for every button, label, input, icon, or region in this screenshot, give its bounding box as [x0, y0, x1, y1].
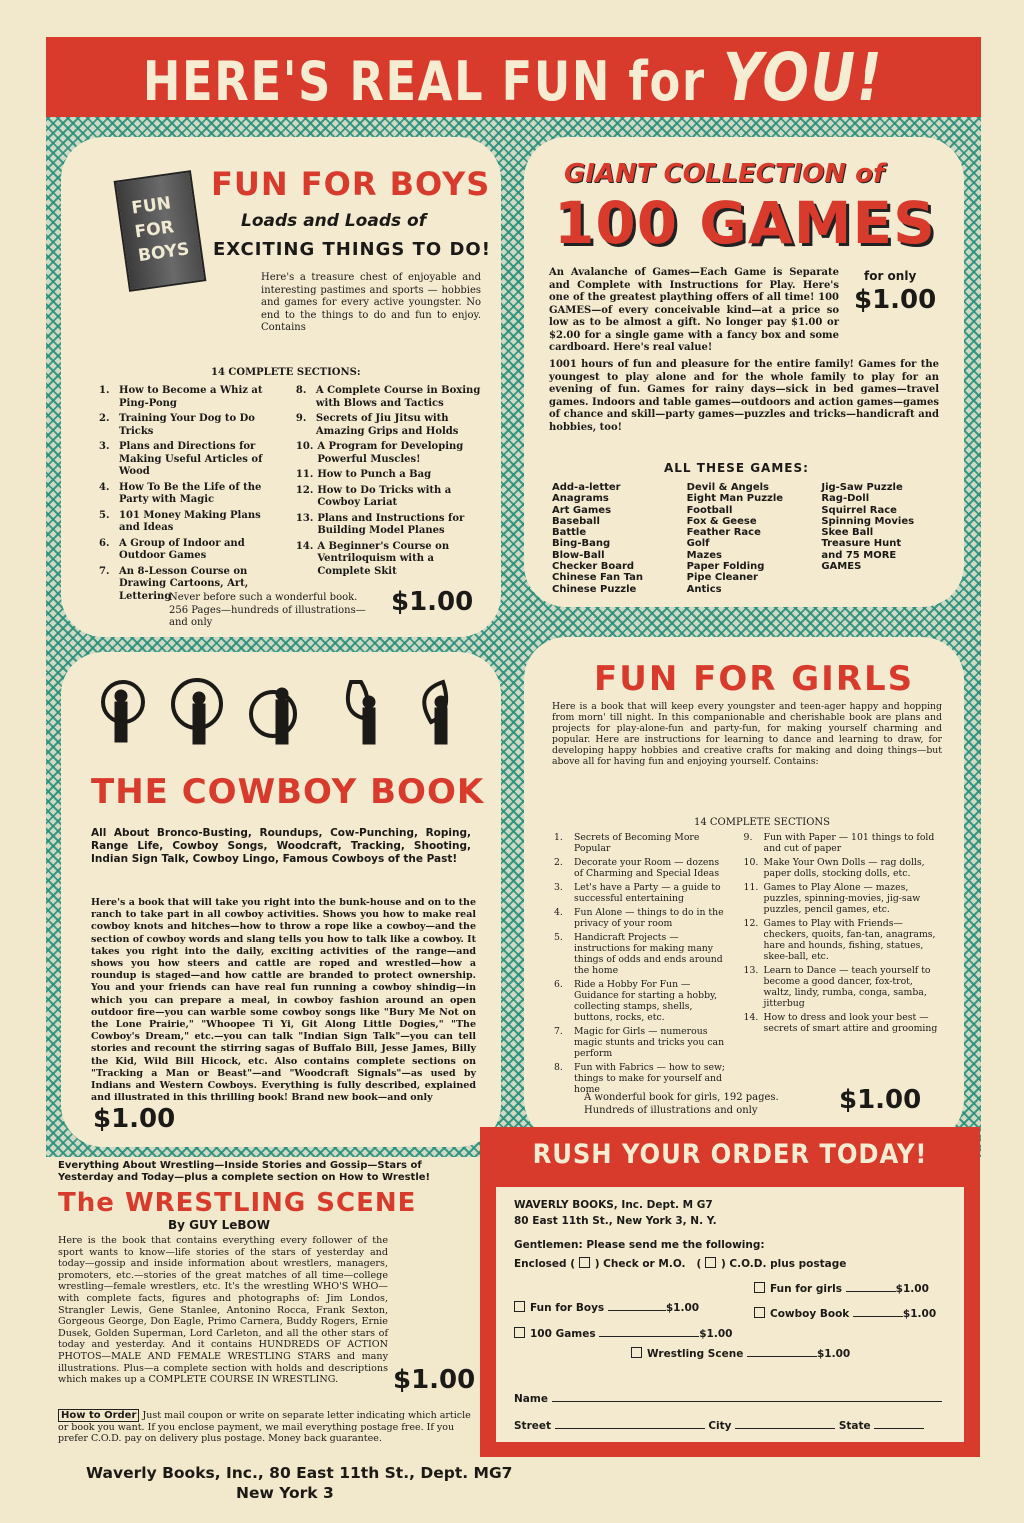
game-name: Mazes: [686, 549, 722, 561]
fun-girls-sections-label: 14 COMPLETE SECTIONS: [694, 817, 831, 828]
fun-boys-closing: Never before such a wonderful book. 256 Pages—hundreds of illustrations—and only: [169, 592, 366, 628]
cowboy-price: $1.00: [93, 1104, 176, 1134]
fun-boys-title: FUN FOR BOYS: [211, 165, 491, 203]
fun-for-boys-panel: [61, 137, 501, 637]
fun-girls-section-item: 4. Fun Alone — things to do in the privacy of your room: [554, 907, 724, 929]
cowboy-roping-illustration: [101, 672, 481, 752]
game-name: Add-a-letter: [552, 482, 621, 493]
game-name: Antics: [686, 583, 722, 595]
cod-checkbox[interactable]: [705, 1257, 716, 1268]
games-for-only: for only: [864, 269, 917, 283]
fun-girls-section-item: 14. How to dress and look your best — secrets of smart attire and grooming: [743, 1012, 938, 1034]
games-price: $1.00: [854, 285, 937, 315]
order-form: [496, 1187, 964, 1442]
fun-boys-section-item: 1. How to Become a Whiz at Ping-Pong: [99, 385, 263, 409]
fun-boys-list-left: [99, 385, 282, 606]
game-name: Pipe Cleaner: [686, 572, 758, 584]
order-name-field[interactable]: Name: [514, 1392, 942, 1405]
games-body: 1001 hours of fun and pleasure for the entire family! Games for the youngest to play alone and for the whole family to play for an evening of fun. Games for rainy days—sick in bed games—travel games. Indoors and table games—outdoors and action games—games of chance and skill—party games—puzzles and tricks—handicraft and hobbies, too!: [549, 359, 939, 433]
fun-boys-section-item: 11. How to Punch a Bag: [295, 469, 432, 480]
fun-girls-closing: A wonderful book for girls, 192 pages. Hundreds of illustrations and only: [584, 1092, 779, 1116]
games-list: [552, 482, 942, 595]
fun-girls-section-item: 10. Make Your Own Dolls — rag dolls, paper dolls, stocking dolls, etc.: [743, 857, 925, 879]
game-name: Baseball: [552, 515, 600, 527]
fun-boys-intro: Here's a treasure chest of enjoyable and interesting pastimes and sports — hobbies and games for every active youngster. No end to the things to do and fun to enjoy. Contains: [261, 272, 481, 333]
fun-boys-price: $1.00: [391, 587, 474, 617]
fun-girls-section-item: 5. Handicraft Projects — instructions for making many things of odds and ends around the home: [554, 932, 723, 976]
fun-girls-section-item: 7. Magic for Girls — numerous magic stunts and tricks you can perform: [554, 1026, 725, 1059]
cowboy-body: Here's a book that will take you right into the bunk-house and on to the ranch to take part in all cowboy activities. Shows you how to make real cowboy knots and hitches—how to throw a rope like a cowboy—and the section of cowboy words and slang tells you how to talk like a cowboy. It takes you right into the daily, exciting activities of the range—and shows you how steers and cattle are roped and wrestled—how a roundup is staged—and how cattle are branded to protect ownership. You and your friends can have real fun running a cowboy shindig—in which you can prepare a meal, in cowboy fashion around an open outdoor fire—you can warble some cowboy songs like "Bury Me Not on the Lone Prairie," "Whoopee Ti Yi, Git Along Little Dogies," "The Cowboy's Dream," etc.—you can talk "Indian Sign Talk"—you can tell stories and recount the stirring sagas of Buffalo Bill, Jesse James, Billy the Kid, Wild Bill Hicock, etc. Also contains complete sections on "Tracking a Man or Beast"—and "Woodcraft Signals"—as used by Indians and Western Cowboys. Everything is fully described, explained and illustrated in this thrilling book! Brand new book—and only: [91, 897, 476, 1104]
fun-for-girls-panel: [524, 637, 964, 1142]
fun-boys-sections: [99, 385, 489, 606]
fun-boys-section-item: 4. How To Be the Life of the Party with Magic: [99, 481, 262, 505]
games-col-2: [687, 482, 808, 595]
game-name: Treasure Hunt: [821, 538, 902, 550]
order-item-fun-boys[interactable]: Fun for Boys $1.00: [514, 1301, 699, 1314]
wrestling-author: By GUY LeBOW: [168, 1218, 270, 1232]
fun-girls-section-item: 2. Decorate your Room — dozens of Charming and Special Ideas: [554, 857, 720, 879]
how-to-order-label: How to Order: [58, 1409, 139, 1422]
games-intro: An Avalanche of Games—Each Game is Separate and Complete with Instructions for Play. Here's one of the greatest plaything offers of all time! 100 GAMES—of every conceivable kind—at a price so low as to be almost a gift. No longer pay $1.00 or $2.00 for a single game with a fancy box and some cardboard. Here's real value!: [549, 267, 839, 353]
wrestling-lead: Everything About Wrestling—Inside Stories and Gossip—Stars of Yesterday and Today—plus a complete section on How to Wrestle!: [58, 1160, 431, 1183]
publisher-footer: [86, 1463, 512, 1503]
games-list-title: ALL THESE GAMES:: [664, 461, 809, 475]
fun-boys-section-item: 9. Secrets of Jiu Jitsu with Amazing Grips and Holds: [295, 413, 459, 437]
order-item-cowboy[interactable]: Cowboy Book $1.00: [754, 1307, 936, 1320]
cowboy-lead: All About Bronco-Busting, Roundups, Cow-Punching, Roping, Range Life, Cowboy Songs, Woodcraft, Tracking, Shooting, Indian Sign Talk, Cowboy Lingo, Famous Cowboys of the Past!: [91, 827, 471, 865]
fun-boys-section-item: 13. Plans and Instructions for Building Model Planes: [295, 512, 465, 536]
fun-girls-section-item: 13. Learn to Dance — teach yourself to become a good dancer, fox-trot, waltz, lindy, rumba, conga, samba, jitterbug: [743, 965, 931, 1009]
footer-line-2: New York 3: [236, 1484, 334, 1502]
game-name: Blow-Ball: [552, 549, 605, 561]
game-name: Paper Folding: [686, 561, 765, 573]
game-name: Rag-Doll: [821, 493, 870, 505]
cowboy-panel: [61, 652, 501, 1147]
fun-girls-price: $1.00: [839, 1085, 922, 1115]
game-name: Anagrams: [552, 493, 609, 505]
book-cover-image: FUN FOR BOYS: [114, 170, 207, 292]
game-name: Checker Board: [552, 561, 635, 573]
fun-boys-list-right: [296, 385, 489, 606]
fun-girls-section-item: 8. Fun with Fabrics — how to sew; things to make for yourself and home: [554, 1062, 726, 1095]
game-name: Chinese Puzzle: [552, 583, 637, 595]
fun-girls-list-right: [744, 832, 942, 1098]
fun-girls-section-item: 12. Games to Play with Friends—checkers, quoits, fan-tan, anagrams, hare and hounds, fishing, statues, skee-ball, etc.: [743, 918, 936, 962]
game-name: Chinese Fan Tan: [552, 572, 643, 584]
games-col-3: [821, 482, 942, 595]
order-coupon: [480, 1127, 980, 1457]
wrestling-body: Here is the book that contains everything every follower of the sport wants to know—life stories of the stars of yesterday and today—gossip and inside information about wrestlers, managers, promoters, etc.—stories of the great matches of all time—college wrestling—female wrestlers, etc. It's the wrestling WHO'S WHO—with complete facts, figures and photographs of: Jim Londos, Strangler Lewis, Gene Stanlee, Antonino Rocca, Frank Sexton, Gorgeous George, Don Eagle, Primo Carnera, Buddy Rogers, Ernie Dusek, Golden Superman, Lord Carleton, and all the other stars of today and yesterday. And it contains HUNDREDS OF ACTION PHOTOS—MALE AND FEMALE WRESTLING STARS and many illustrations. Plus—a complete section with holds and descriptions which makes up a COMPLETE COURSE IN WRESTLING.: [58, 1235, 388, 1386]
fun-boys-section-item: 8. A Complete Course in Boxing with Blows and Tactics: [295, 385, 481, 409]
mesh-background: [46, 117, 981, 1157]
game-name: and 75 MORE: [821, 549, 897, 561]
fun-girls-list-left: [554, 832, 730, 1098]
fun-girls-section-item: 6. Ride a Hobby For Fun — Guidance for starting a hobby, collecting stamps, shells, buttons, rocks, etc.: [554, 979, 718, 1023]
fun-boys-section-item: 12. How to Do Tricks with a Cowboy Lariat: [295, 484, 452, 508]
fun-boys-section-item: 7. An 8-Lesson Course on Drawing Cartoons, Art, Lettering: [99, 565, 249, 602]
order-item-games[interactable]: 100 Games $1.00: [514, 1327, 732, 1340]
game-name: GAMES: [821, 561, 862, 573]
game-name: Squirrel Race: [821, 504, 897, 516]
games-col-1: [552, 482, 673, 595]
game-name: Fox & Geese: [686, 515, 757, 527]
fun-boys-section-item: 5. 101 Money Making Plans and Ideas: [99, 509, 261, 533]
headline-banner: [46, 37, 981, 117]
fun-boys-sections-label: 14 COMPLETE SECTIONS:: [211, 367, 361, 378]
order-company: WAVERLY BOOKS, Inc. Dept. M G7: [514, 1199, 713, 1211]
fun-boys-section-item: 3. Plans and Directions for Making Useful Articles of Wood: [99, 441, 263, 477]
how-to-order-text: Just mail coupon or write on separate letter indicating which article or book you want. If you enclose payment, we mail everything postage free. If you prefer C.O.D. pay on delivery plus postage. Money back guarantee.: [58, 1410, 471, 1444]
games-title-main: 100 GAMES: [554, 189, 936, 257]
fun-boys-section-item: 10. A Program for Developing Powerful Muscles!: [295, 441, 464, 465]
order-payment-row: Enclosed ( ) Check or M.O. ( ) C.O.D. plus postage: [514, 1258, 847, 1270]
fun-boys-sub1: Loads and Loads of: [241, 211, 427, 231]
order-gentlemen: Gentlemen: Please send me the following:: [514, 1239, 765, 1251]
game-name: Eight Man Puzzle: [686, 493, 784, 505]
order-address-fields[interactable]: Street City State: [514, 1419, 924, 1432]
fun-boys-sub2: EXCITING THINGS TO DO!: [213, 239, 491, 260]
game-name: Football: [686, 504, 733, 516]
fun-girls-section-item: 3. Let's have a Party — a guide to successful entertaining: [554, 882, 721, 904]
cowboy-title: THE COWBOY BOOK: [91, 772, 485, 812]
wrestling-price: $1.00: [393, 1365, 476, 1395]
fun-girls-title: FUN FOR GIRLS: [594, 659, 915, 699]
headline: HERE'S REAL FUN for YOU!: [143, 38, 884, 116]
game-name: Jig-Saw Puzzle: [821, 482, 903, 493]
game-name: Skee Ball: [821, 527, 874, 539]
game-name: Art Games: [552, 504, 612, 516]
footer-line-1: Waverly Books, Inc., 80 East 11th St., Dept. MG7: [86, 1464, 513, 1482]
games-title-top: GIANT COLLECTION of: [564, 159, 885, 189]
games-panel: [524, 137, 964, 607]
order-item-wrestling[interactable]: Wrestling Scene $1.00: [631, 1347, 850, 1360]
game-name: Battle: [552, 527, 587, 539]
fun-girls-section-item: 11. Games to Play Alone — mazes, puzzles, spinning-movies, jig-saw puzzles, pencil games, etc.: [743, 882, 921, 915]
fun-girls-section-item: 9. Fun with Paper — 101 things to fold and cut of paper: [743, 832, 935, 854]
how-to-order: [58, 1410, 478, 1445]
fun-girls-section-item: 1. Secrets of Becoming More Popular: [554, 832, 700, 854]
wrestling-title: The WRESTLING SCENE: [58, 1188, 417, 1218]
game-name: Spinning Movies: [821, 515, 915, 527]
fun-boys-section-item: 6. A Group of Indoor and Outdoor Games: [99, 537, 245, 561]
order-address: 80 East 11th St., New York 3, N. Y.: [514, 1215, 717, 1227]
fun-girls-intro: Here is a book that will keep every youngster and teen-ager happy and hopping from morn' till night. In this companionable and cherishable book are plans and projects for play-alone-fun and party-fun, for making yourself charming and popular. Here are instructions for learning to dance and learning to draw, for developing happy hobbies and creative crafts for making and doing things—but above all for having fun and enjoying yourself. Contains:: [552, 701, 942, 767]
game-name: Bing-Bang: [552, 538, 611, 550]
order-item-fun-girls[interactable]: Fun for girls $1.00: [754, 1282, 929, 1295]
fun-girls-sections: [554, 832, 942, 1098]
game-name: Devil & Angels: [686, 482, 769, 493]
game-name: Feather Race: [686, 527, 761, 539]
check-mo-checkbox[interactable]: [579, 1257, 590, 1268]
game-name: Golf: [686, 538, 710, 550]
order-title: RUSH YOUR ORDER TODAY!: [532, 1139, 928, 1170]
fun-boys-section-item: 2. Training Your Dog to Do Tricks: [99, 413, 255, 437]
fun-boys-section-item: 14. A Beginner's Course on Ventriloquism with a Complete Skit: [295, 540, 450, 577]
wrestling-section: [58, 1160, 476, 1395]
